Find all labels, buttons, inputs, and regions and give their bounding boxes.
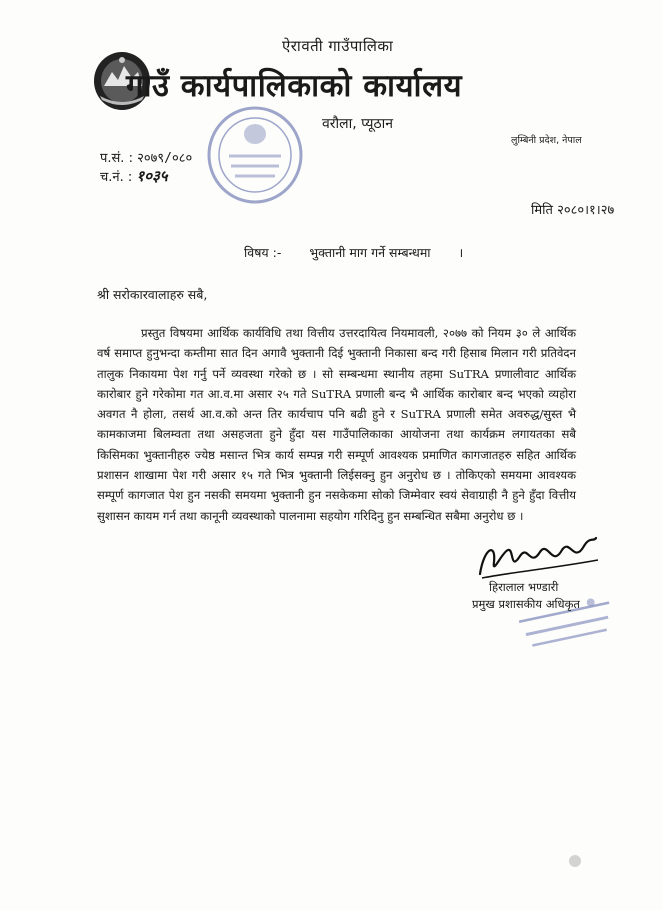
cn-label: च.नं. : [100,170,133,185]
ps-value: २०७९/०८० [137,151,193,166]
ps-label: प.सं. : [100,151,133,166]
office-location: वरौला, प्यूठान [322,116,394,132]
letter-date [531,200,614,218]
signatory-name: हिरालाल भण्डारी [489,580,559,594]
subject-line [244,244,463,261]
recipient-line: श्री सरोकारवालाहरु सबै, [97,287,208,302]
cn-value: १०३५ [136,167,168,185]
scan-speck [566,852,584,870]
reference-ps [100,148,192,166]
letter-body: प्रस्तुत विषयमा आर्थिक कार्यविधि तथा वित्तीय उत्तरदायित्व नियमावली, २०७७ को नियम ३० ले आर्थिक वर्ष समाप्त हुनुभन्दा कम्तीमा सात दिन अगावै भुक्तानी दिई भुक्तानी निकासा बन्द गरी हिसाब मिलान गरी प्रतिवेदन तालुक निकायमा पेश गर्नु पर्ने व्यवस्था गरेको छ । सो सम्बन्धमा स्थानीय तहमा SuTRA प्रणालीवाट आर्थिक कारोबार हुने गरेकोमा गत आ.व.मा असार २५ गते SuTRA प्रणाली बन्द भै आर्थिक कारोबार बन्द भएको व्यहोरा अवगत नै होला, तसर्थ आ.व.को अन्त तिर कार्यचाप पनि बढी हुने र SuTRA प्रणाली समेत अवरुद्ध/सुस्त भै कामकाजमा बिलम्वता तथा असहजता हुने हुँदा यस गाउँपालिकाका आयोजना तथा कार्यक्रम लगायतका सबै किसिमका भुक्तानीहरु ज्येष्ठ मसान्त भित्र कार्य सम्पन्न गरी सम्पूर्ण आवश्यक प्रमाणित कागजातहरु सहित आर्थिक प्रशासन शाखामा पेश गरी असार १५ गते भित्र भुक्तानी लिईसक्नु हुन अनुरोध छ । तोकिएको समयमा आवश्यक सम्पूर्ण कागजात पेश हुन नसकी समयमा भुक्तानी हुन नसकेकमा सोको जिम्मेवार स्वयं सेवाग्राही नै हुने हुँदा वित्तीय सुशासन कायम गर्न तथा कानूनी व्यवस्थाको पालनामा सहयोग गरिदिनु हुन सम्बन्धित सबैमा अनुरोध छ । [97,326,576,523]
signatory-title: प्रमुख प्रशासकीय अधिकृत [472,597,580,611]
municipality-name: ऐरावती गाउँपालिका [282,37,394,55]
province-label: लुम्बिनी प्रदेश, नेपाल [511,135,582,146]
subject-label: विषय :- [244,245,282,260]
handwritten-signature [474,528,602,584]
subject-text: भुक्तानी माग गर्ने सम्बन्धमा [309,245,431,260]
subject-end-mark: । [458,245,464,260]
date-label: मिति [531,203,553,218]
reference-cn [100,166,168,186]
office-title: गाउँ कार्यपालिकाको कार्यालय [126,68,463,104]
office-seal-stamp [205,104,305,206]
date-value: २०८०।१।२७ [557,203,615,218]
